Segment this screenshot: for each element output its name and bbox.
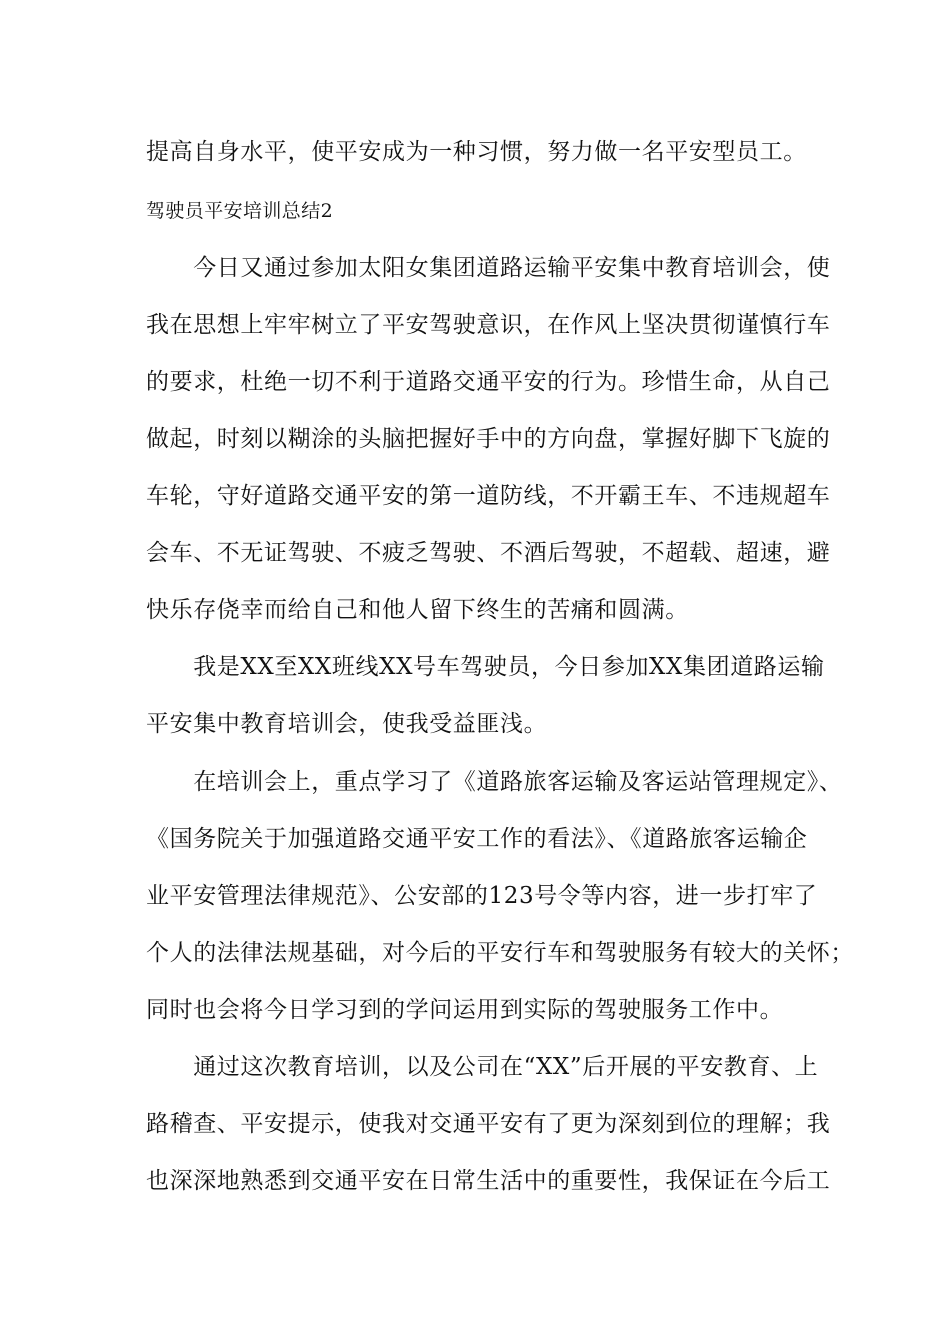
section-heading: 驾驶员平安培训总结2: [146, 200, 334, 222]
paragraph-line: 平安集中教育培训会，使我受益匪浅。: [146, 711, 548, 737]
paragraph-line: 做起，时刻以糊涂的头脑把握好手中的方向盘，掌握好脚下飞旋的: [146, 426, 831, 452]
paragraph-line: 《国务院关于加强道路交通平安工作的看法》、《道路旅客运输企: [146, 826, 808, 852]
paragraph-line: 在培训会上，重点学习了《道路旅客运输及客运站管理规定》、: [146, 769, 843, 795]
paragraph-line: 通过这次教育培训，以及公司在“XX”后开展的平安教育、上: [146, 1054, 819, 1080]
paragraph-line: 的要求，杜绝一切不利于道路交通平安的行为。珍惜生命，从自己: [146, 369, 831, 395]
paragraph-line: 个人的法律法规基础，对今后的平安行车和驾驶服务有较大的关怀；: [146, 940, 854, 966]
paragraph-line: 快乐存侥幸而给自己和他人留下终生的苦痛和圆满。: [146, 597, 689, 623]
paragraph-line: 我是XX至XX班线XX号车驾驶员，今日参加XX集团道路运输: [146, 654, 825, 680]
paragraph-line: 会车、不无证驾驶、不疲乏驾驶、不酒后驾驶，不超载、超速，避: [146, 540, 831, 566]
paragraph-line: 路稽查、平安提示，使我对交通平安有了更为深刻到位的理解；我: [146, 1111, 831, 1137]
paragraph-line: 业平安管理法律规范》、公安部的123号令等内容，进一步打牢了: [146, 883, 818, 909]
paragraph-line: 也深深地熟悉到交通平安在日常生活中的重要性，我保证在今后工: [146, 1168, 831, 1194]
paragraph-line: 今日又通过参加太阳女集团道路运输平安集中教育培训会，使: [146, 255, 831, 281]
paragraph-line: 车轮，守好道路交通平安的第一道防线，不开霸王车、不违规超车: [146, 483, 831, 509]
paragraph-line: 我在思想上牢牢树立了平安驾驶意识，在作风上坚决贯彻谨慎行车: [146, 312, 831, 338]
paragraph-line: 同时也会将今日学习到的学问运用到实际的驾驶服务工作中。: [146, 997, 784, 1023]
paragraph-line: 提高自身水平，使平安成为一种习惯，努力做一名平安型员工。: [146, 139, 807, 165]
